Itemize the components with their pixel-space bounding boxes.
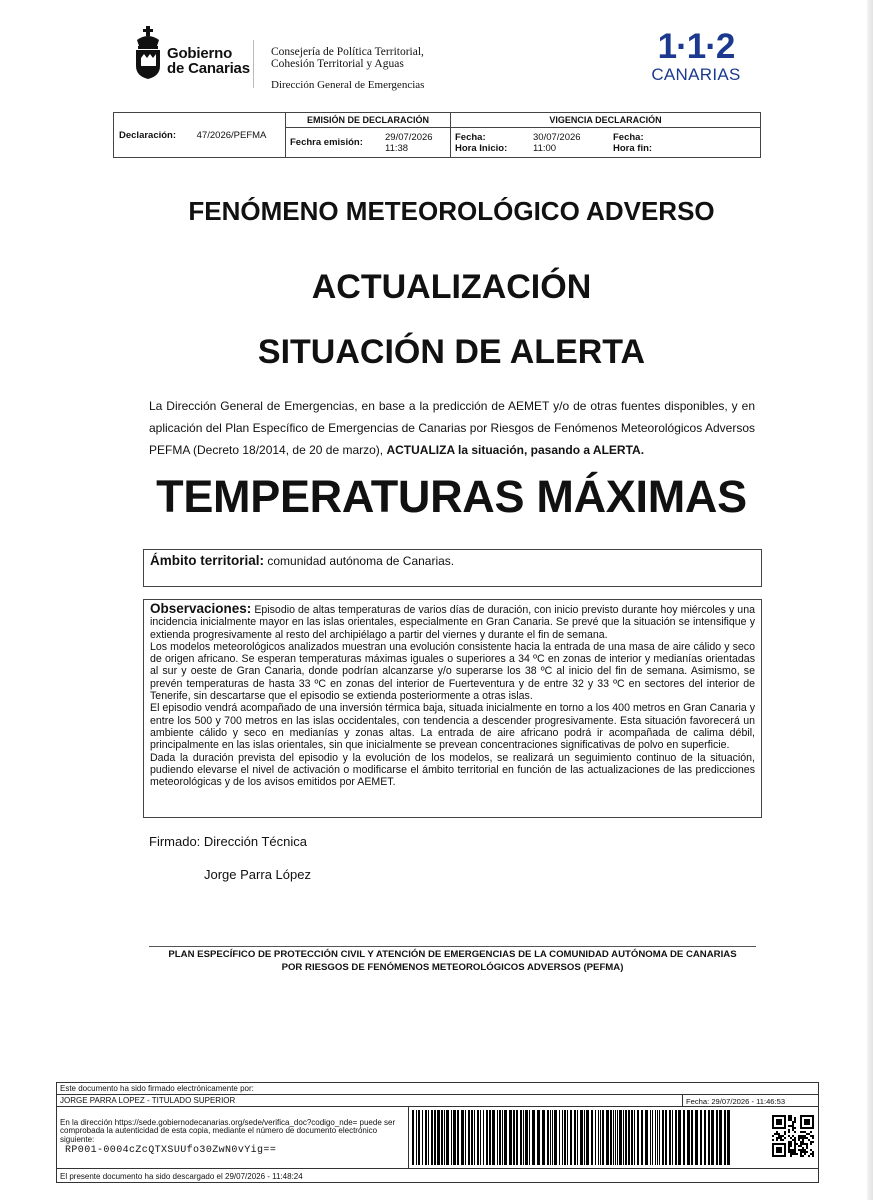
emision-header: EMISIÓN DE DECLARACIÓN	[286, 113, 451, 128]
fecha-emision-value	[381, 132, 450, 154]
title-fenomeno: FENÓMENO METEOROLÓGICO ADVERSO	[188, 196, 715, 226]
intro-paragraph	[149, 395, 755, 461]
emision-cell	[286, 128, 451, 158]
firmante-name: Jorge Parra López	[204, 867, 311, 882]
vigencia-end-labels	[609, 132, 760, 154]
hora-inicio-label: Hora Inicio:	[455, 142, 508, 154]
title-situacion: SITUACIÓN DE ALERTA	[257, 333, 646, 371]
header-divider	[253, 40, 254, 88]
vigencia-cell	[451, 128, 761, 158]
canarias-coat-of-arms-icon	[133, 26, 163, 80]
firmado-text: Firmado: Dirección Técnica	[149, 834, 307, 849]
barcode-icon	[412, 1110, 732, 1165]
fecha-emision-time: 11:38	[385, 142, 409, 154]
vigencia-values	[529, 132, 609, 154]
signature-footer	[56, 1082, 819, 1183]
plan-divider	[149, 946, 756, 947]
observaciones-paragraph	[150, 603, 755, 641]
vigencia-header: VIGENCIA DECLARACIÓN	[451, 113, 761, 128]
footer-verification-text: En la dirección https://sede.gobiernodecanarias.org/sede/verifica_doc?codigo_nde= puede ser comprobada la autenticidad de esta copia, mediante el número de documento electrónico siguiente:	[60, 1118, 396, 1144]
observaciones-box	[143, 599, 762, 818]
logo-112-region: CANARIAS	[651, 65, 741, 84]
gobierno-text: Gobierno	[167, 45, 233, 62]
direccion-general: Dirección General de Emergencias	[271, 79, 425, 91]
logo-112-canarias	[651, 28, 741, 88]
gobierno-de-canarias-name	[167, 46, 250, 76]
observaciones-paragraph: El episodio vendrá acompañado de una inversión térmica baja, situada inicialmente en torno a los 400 metros en Gran Canaria y entre los 500 y 700 metros en las islas occidentales, con tendencia a descender progresivamente. Esta situación favorecerá un ambiente cálido y seco en medianías y zonas altas. La entrada de aire africano podrá ir acompañada de calima débil, principalmente en las islas orientales, sin que inicialmente se prevean concentraciones significativas de polvo en superficie.	[150, 702, 755, 752]
footer-signature-date: Fecha: 29/07/2026 - 11:46:53	[683, 1095, 818, 1107]
declaration-cell	[114, 113, 286, 158]
declaration-value: 47/2026/PEFMA	[196, 129, 267, 141]
footer-verification	[57, 1107, 409, 1168]
observaciones-text-1: Episodio de altas temperaturas de varios días de duración, con inicio previsto durante hoy miércoles y una incidencia inicialmente mayor en las islas orientales, especialmente en Gran Canaria. Se prevé que la situación se intensifique y extienda progresivamente al resto del archipiélago a partir del viernes y durante el fin de semana.	[150, 604, 755, 641]
ambito-value: comunidad autónoma de Canarias.	[267, 554, 455, 568]
page-edge-shadow	[867, 0, 873, 1200]
ambito-box	[143, 549, 762, 587]
vigencia-labels	[451, 132, 529, 154]
observaciones-paragraph: Dada la duración prevista del episodio y la evolución de los modelos, se realizará un seguimiento continuo de la situación, pudiendo elevarse el nivel de activación o modificarse el ámbito territorial en función de las actualizaciones de las predicciones meteorológicas y de los avisos emitidos por AEMET.	[150, 751, 755, 789]
hora-inicio-value: 11:00	[533, 142, 557, 154]
logo-112-number: 1·1·2	[657, 27, 735, 66]
qr-code-icon	[772, 1115, 814, 1157]
footer-downloaded: El presente documento ha sido descargado el 29/07/2026 - 11:48:24	[57, 1168, 818, 1182]
declaration-label: Declaración:	[119, 129, 177, 141]
footer-signer: JORGE PARRA LOPEZ - TITULADO SUPERIOR	[57, 1095, 683, 1107]
hora-fin-label: Hora fin:	[613, 142, 653, 154]
de-canarias-text: de Canarias	[167, 60, 250, 77]
footer-document-code: RP001-0004cZcQTXSUUfo30ZwN0vYig==	[65, 1145, 277, 1156]
intro-text: La Dirección General de Emergencias, en base a la predicción de AEMET y/o de otras fuentes disponibles, y en aplicación del Plan Específico de Emergencias de Canarias por Riesgos de Fenómenos Meteorológicos Adversos PEFMA (Decreto 18/2014, de 20 de marzo),	[149, 399, 755, 457]
fecha-label: Fecha:	[455, 131, 486, 143]
intro-bold: ACTUALIZA la situación, pasando a ALERTA.	[386, 443, 645, 457]
consejeria-line-2: Cohesión Territorial y Aguas	[271, 58, 404, 70]
footer-signed-by-label: Este documento ha sido firmado electrónicamente por:	[57, 1083, 818, 1095]
title-actualizacion: ACTUALIZACIÓN	[311, 268, 592, 306]
plan-line-1: PLAN ESPECÍFICO DE PROTECCIÓN CIVIL Y ATENCIÓN DE EMERGENCIAS DE LA COMUNIDAD AUTÓNOMA DE CANARIAS	[168, 949, 737, 960]
declaration-table	[113, 112, 761, 158]
ambito-label: Ámbito territorial:	[150, 553, 265, 568]
fecha-emision-date: 29/07/2026	[385, 131, 433, 143]
observaciones-paragraph: Los modelos meteorológicos analizados muestran una evolución consistente hacia la entrada de una masa de aire cálido y seco de origen africano. Se esperan temperaturas máximas iguales o superiores a 34 ºC en zonas de interior y medianías orientadas al sur y oeste de Gran Canaria, donde podrían alcanzarse y/o superarse los 38 ºC al inicio del fin de semana. Asimismo, se prevén temperaturas de hasta 33 ºC en zonas del interior de Fuerteventura y de entre 32 y 33 ºC en sectores del interior de Tenerife, sin descartarse que el episodio se extienda posteriormente a otras islas.	[150, 640, 755, 703]
plan-title	[149, 949, 756, 974]
fecha-value: 30/07/2026	[533, 131, 581, 143]
consejeria-name	[271, 46, 424, 70]
title-fenomeno-tipo: TEMPERATURAS MÁXIMAS	[156, 471, 747, 522]
fecha-emision-label: Fechra emisión:	[290, 137, 363, 148]
consejeria-line-1: Consejería de Política Territorial,	[271, 46, 424, 58]
plan-line-2: POR RIESGOS DE FENÓMENOS METEOROLÓGICOS ADVERSOS (PEFMA)	[281, 961, 624, 973]
fecha-fin-label: Fecha:	[613, 131, 644, 143]
observaciones-label: Observaciones:	[150, 601, 252, 616]
